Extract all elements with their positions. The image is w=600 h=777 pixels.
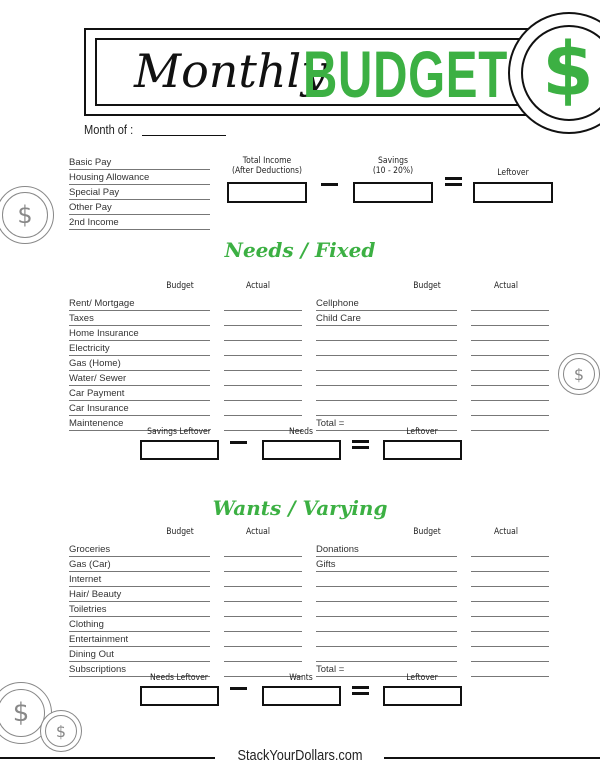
expense-label: Internet [69,574,102,585]
equals-icon [352,440,369,449]
budget-input-line[interactable] [69,571,210,572]
coin-icon: $ [0,186,54,244]
budget-input-line[interactable] [316,340,457,341]
actual-header: Actual [494,527,518,537]
actual-input-line[interactable] [471,370,549,371]
actual-input-line[interactable] [224,370,302,371]
budget-input-line[interactable] [316,385,457,386]
expense-label: Gas (Car) [69,559,111,570]
budget-input-line[interactable] [69,601,210,602]
expense-label: Electricity [69,343,110,354]
actual-input-line[interactable] [224,385,302,386]
calc-label: Wants [289,673,313,683]
expense-label: Child Care [316,313,361,324]
budget-input-line[interactable] [69,646,210,647]
actual-input-line[interactable] [471,400,549,401]
actual-input-line[interactable] [471,355,549,356]
actual-input-line[interactable] [224,661,302,662]
budget-input-line[interactable] [316,310,457,311]
actual-input-line[interactable] [224,415,302,416]
income-label: 2nd Income [69,217,119,228]
calc-label: Leftover [406,427,438,437]
budget-input-line[interactable] [316,325,457,326]
coin-icon: $ [0,682,52,744]
calc-box[interactable] [262,686,341,706]
footer-site: StackYourDollars.com [237,747,363,764]
actual-input-line[interactable] [224,631,302,632]
budget-input-line[interactable] [69,616,210,617]
budget-header: Budget [413,281,441,291]
leftover-box[interactable] [473,182,553,203]
actual-input-line[interactable] [224,616,302,617]
budget-input-line[interactable] [69,661,210,662]
income-label: Other Pay [69,202,112,213]
actual-header: Actual [246,527,270,537]
leftover-label: Leftover [497,168,529,178]
footer-rule-right [384,757,600,759]
actual-input-line[interactable] [224,586,302,587]
budget-input-line[interactable] [69,310,210,311]
budget-input-line[interactable] [316,415,457,416]
equals-icon [352,686,369,695]
income-input-line[interactable] [69,184,210,185]
budget-input-line[interactable] [316,616,457,617]
calc-label: Savings Leftover [147,427,211,437]
budget-input-line[interactable] [316,661,457,662]
expense-label: Cellphone [316,298,359,309]
expense-label: Subscriptions [69,664,127,675]
expense-label: Toiletries [69,604,107,615]
expense-label: Water/ Sewer [69,373,127,384]
expense-label: Groceries [69,544,111,555]
minus-icon [321,183,338,186]
footer-rule-left [0,757,215,759]
budget-input-line[interactable] [316,646,457,647]
actual-input-line[interactable] [471,430,549,431]
actual-input-line[interactable] [471,631,549,632]
income-label: Basic Pay [69,157,112,168]
actual-header: Actual [246,281,270,291]
calc-box[interactable] [140,686,219,706]
income-input-line[interactable] [69,229,210,230]
budget-header: Budget [166,281,194,291]
expense-label: Gas (Home) [69,358,121,369]
coin-icon: $ [40,710,82,752]
actual-input-line[interactable] [224,400,302,401]
total-income-label: Total Income (After Deductions) [232,156,302,176]
actual-input-line[interactable] [471,340,549,341]
budget-input-line[interactable] [69,340,210,341]
budget-input-line[interactable] [316,556,457,557]
budget-input-line[interactable] [316,631,457,632]
income-label: Special Pay [69,187,120,198]
budget-input-line[interactable] [69,631,210,632]
dollar-icon: $ [542,27,594,113]
actual-input-line[interactable] [471,310,549,311]
needs-title: Needs / Fixed [224,238,376,262]
calc-label: Needs Leftover [150,673,208,683]
budget-input-line[interactable] [69,400,210,401]
expense-label: Car Payment [69,388,125,399]
actual-input-line[interactable] [224,646,302,647]
budget-input-line[interactable] [316,586,457,587]
expense-label: Car Insurance [69,403,129,414]
actual-input-line[interactable] [471,676,549,677]
actual-header: Actual [494,281,518,291]
budget-input-line[interactable] [69,556,210,557]
expense-label: Home Insurance [69,328,139,339]
calc-label: Needs [289,427,313,437]
expense-label: Dining Out [69,649,114,660]
title-bold: BUDGET [303,37,508,111]
actual-input-line[interactable] [471,601,549,602]
budget-input-line[interactable] [69,325,210,326]
calc-box[interactable] [262,440,341,460]
minus-icon [230,687,247,690]
income-input-line[interactable] [69,214,210,215]
actual-input-line[interactable] [224,601,302,602]
actual-input-line[interactable] [471,415,549,416]
title-script: Monthly [134,44,328,98]
budget-input-line[interactable] [316,571,457,572]
budget-input-line[interactable] [69,415,210,416]
expense-label: Hair/ Beauty [69,589,122,600]
expense-label: Donations [316,544,359,555]
calc-box[interactable] [383,686,462,706]
actual-input-line[interactable] [471,556,549,557]
expense-label: Total = [316,418,345,429]
actual-input-line[interactable] [224,556,302,557]
coin-icon: $ [558,353,600,395]
actual-input-line[interactable] [224,571,302,572]
expense-label: Entertainment [69,634,129,645]
actual-input-line[interactable] [471,616,549,617]
actual-input-line[interactable] [224,310,302,311]
income-input-line[interactable] [69,169,210,170]
actual-input-line[interactable] [471,325,549,326]
actual-input-line[interactable] [224,340,302,341]
month-input[interactable] [142,135,226,136]
budget-header: Budget [166,527,194,537]
actual-input-line[interactable] [471,571,549,572]
minus-icon [230,441,247,444]
budget-input-line[interactable] [69,355,210,356]
actual-input-line[interactable] [471,586,549,587]
budget-input-line[interactable] [316,370,457,371]
expense-label: Gifts [316,559,336,570]
expense-label: Total = [316,664,345,675]
expense-label: Maintenence [69,418,124,429]
actual-input-line[interactable] [471,385,549,386]
wants-title: Wants / Varying [212,496,388,520]
expense-label: Rent/ Mortgage [69,298,135,309]
calc-box[interactable] [383,440,462,460]
budget-input-line[interactable] [316,601,457,602]
income-label: Housing Allowance [69,172,150,183]
expense-label: Clothing [69,619,104,630]
savings-box[interactable] [353,182,433,203]
budget-input-line[interactable] [69,586,210,587]
budget-header: Budget [413,527,441,537]
budget-input-line[interactable] [69,385,210,386]
budget-input-line[interactable] [69,370,210,371]
equals-icon [445,177,462,186]
income-input-line[interactable] [69,199,210,200]
actual-input-line[interactable] [224,355,302,356]
actual-input-line[interactable] [471,661,549,662]
savings-label: Savings (10 - 20%) [372,156,414,176]
budget-input-line[interactable] [316,400,457,401]
total-income-box[interactable] [227,182,307,203]
expense-label: Taxes [69,313,94,324]
actual-input-line[interactable] [471,646,549,647]
calc-box[interactable] [140,440,219,460]
budget-input-line[interactable] [316,355,457,356]
calc-label: Leftover [406,673,438,683]
month-label: Month of : [84,122,134,137]
actual-input-line[interactable] [224,325,302,326]
